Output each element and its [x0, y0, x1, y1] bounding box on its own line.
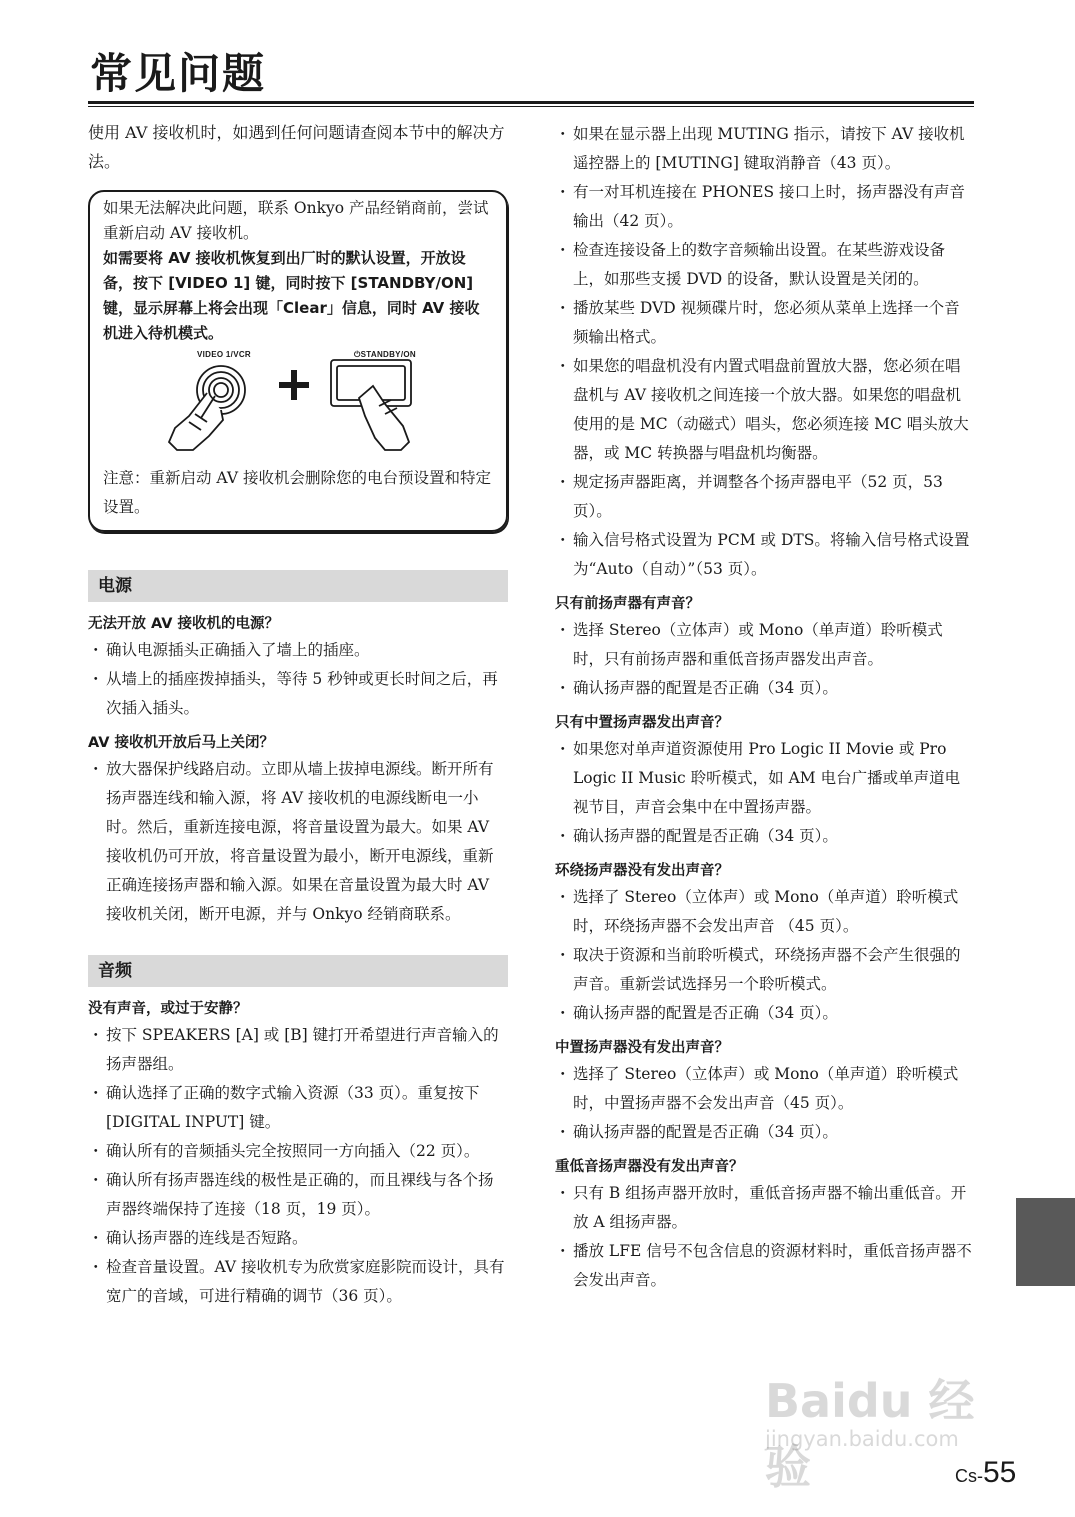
note-reset-instructions: 如需要将 AV 接收机恢复到出厂时的默认设置，开放设备，按下 [VIDEO 1] 键，同时按下 [STANDBY/ON] 键，显示屏幕上将会出现「Clear」信息，同时 AV 接收机进入待机模式。 — [103, 249, 480, 342]
plus-icon — [279, 370, 309, 400]
list-item: ・ 确认所有扬声器连线的极性是正确的，而且裸线与各个扬声器终端保持了连接（18 页，19 页）。 — [88, 1166, 508, 1224]
watermark-url: jingyan.baidu.com — [765, 1427, 959, 1451]
reset-illustration — [103, 346, 494, 464]
list-item: ・ 播放某些 DVD 视频碟片时，您必须从菜单上选择一个音频输出格式。 — [555, 294, 973, 352]
list-item: ・ 规定扬声器距离，并调整各个扬声器电平（52 页，53 页）。 — [555, 468, 973, 526]
left-column — [88, 118, 508, 1311]
standby-button-label: ⏻STANDBY/ON — [354, 350, 416, 359]
chapter-tab — [1016, 1198, 1075, 1286]
question-power-on: 无法开放 AV 接收机的电源？ — [88, 616, 280, 632]
question-front-only: 只有前扬声器有声音？ — [555, 596, 700, 612]
list-item: ・ 只有 B 组扬声器开放时，重低音扬声器不输出重低音。开放 A 组扬声器。 — [555, 1179, 973, 1237]
list-item: ・ 取决于资源和当前聆听模式，环绕扬声器不会产生很强的声音。重新尝试选择另一个聆听模式。 — [555, 941, 973, 999]
section-header-power: 电源 — [88, 570, 508, 602]
question-power-off: AV 接收机开放后马上关闭？ — [88, 735, 275, 751]
list-item: ・ 确认扬声器的配置是否正确（34 页）。 — [555, 1118, 973, 1147]
page-prefix: Cs- — [955, 1466, 983, 1486]
page-number-value: 55 — [983, 1456, 1017, 1489]
standby-label-text: STANDBY/ON — [360, 350, 416, 359]
list-item: ・ 选择了 Stereo（立体声）或 Mono（单声道）聆听模式时，环绕扬声器不会发出声音 （45 页）。 — [555, 883, 973, 941]
standby-button-press-icon — [331, 360, 411, 450]
list-item: ・ 选择 Stereo（立体声）或 Mono（单声道）聆听模式时，只有前扬声器和重低音扬声器发出声音。 — [555, 616, 973, 674]
reset-note-box — [88, 190, 508, 532]
list-item: ・ 播放 LFE 信号不包含信息的资源材料时，重低音扬声器不会发出声音。 — [555, 1237, 973, 1295]
video-button-label: VIDEO 1/VCR — [197, 350, 251, 359]
question-center: 中置扬声器没有发出声音？ — [555, 1040, 729, 1056]
note-warning: 注意：重新启动 AV 接收机会删除您的电台预设置和特定设置。 — [103, 469, 491, 516]
list-item: ・ 确认扬声器的配置是否正确（34 页）。 — [555, 822, 973, 851]
list-item: ・ 确认选择了正确的数字式输入资源（33 页）。重复按下 [DIGITAL INPUT] 键。 — [88, 1079, 508, 1137]
list-item: ・ 放大器保护线路启动。立即从墙上拔掉电源线。断开所有扬声器连线和输入源，将 AV 接收机的电源线断电一小时。然后，重新连接电源，将音量设置为最大。如果 AV 接收机仍可开放，将音量设置为最小，断开电源线，重新正确连接扬声器和输入源。如果在音量设置为最大时 AV 接收机关闭，断开电源，并与 Onkyo 经销商联系。 — [88, 755, 508, 929]
list-item: ・ 确认扬声器的配置是否正确（34 页）。 — [555, 999, 973, 1028]
right-column — [555, 120, 973, 1295]
list-item: ・ 确认电源插头正确插入了墙上的插座。 — [88, 636, 508, 665]
page-title: 常见问题 — [90, 49, 267, 98]
list-item: ・ 检查音量设置。AV 接收机专为欣赏家庭影院而设计，具有宽广的音域，可进行精确的调节（36 页）。 — [88, 1253, 508, 1311]
list-item: ・ 输入信号格式设置为 PCM 或 DTS。将输入信号格式设置为“Auto（自动）”（53 页）。 — [555, 526, 973, 584]
section-header-audio: 音频 — [88, 955, 508, 987]
intro-text: 使用 AV 接收机时，如遇到任何问题请查阅本节中的解决方法。 — [88, 123, 505, 171]
reset-buttons-drawing — [103, 346, 503, 464]
video-button-press-icon — [169, 366, 245, 450]
note-restart-text: 如果无法解决此问题，联系 Onkyo 产品经销商前，尝试重新启动 AV 接收机。 — [103, 199, 489, 242]
question-subwoofer: 重低音扬声器没有发出声音？ — [555, 1159, 744, 1175]
page-number — [955, 1456, 1016, 1490]
list-item: ・ 从墙上的插座拨掉插头，等待 5 秒钟或更长时间之后，再次插入插头。 — [88, 665, 508, 723]
list-item: ・ 选择了 Stereo（立体声）或 Mono（单声道）聆听模式时，中置扬声器不会发出声音（45 页）。 — [555, 1060, 973, 1118]
list-item: ・ 有一对耳机连接在 PHONES 接口上时，扬声器没有声音输出（42 页）。 — [555, 178, 973, 236]
list-item: ・ 确认所有的音频插头完全按照同一方向插入（22 页）。 — [88, 1137, 508, 1166]
watermark-logo: Baidu 经验 — [765, 1374, 975, 1494]
question-no-sound: 没有声音，或过于安静？ — [88, 1001, 248, 1017]
list-item: ・ 确认扬声器的配置是否正确（34 页）。 — [555, 674, 973, 703]
list-item: ・ 如果您的唱盘机没有内置式唱盘前置放大器，您必须在唱盘机与 AV 接收机之间连接一个放大器。如果您的唱盘机使用的是 MC（动磁式）唱头，您必须连接 MC 唱头放大器，或 MC 转换器与唱盘机均衡器。 — [555, 352, 973, 468]
title-rule-thin — [88, 106, 974, 107]
list-item: ・ 按下 SPEAKERS [A] 或 [B] 键打开希望进行声音输入的扬声器组。 — [88, 1021, 508, 1079]
list-item: ・ 如果您对单声道资源使用 Pro Logic II Movie 或 Pro Logic II Music 聆听模式，如 AM 电台广播或单声道电视节目，声音会集中在中置扬声器。 — [555, 735, 973, 822]
list-item: ・ 确认扬声器的连线是否短路。 — [88, 1224, 508, 1253]
list-item: ・ 如果在显示器上出现 MUTING 指示，请按下 AV 接收机遥控器上的 [MUTING] 键取消静音（43 页）。 — [555, 120, 973, 178]
title-rule — [88, 101, 974, 104]
question-surround: 环绕扬声器没有发出声音？ — [555, 863, 729, 879]
question-center-only: 只有中置扬声器发出声音？ — [555, 715, 729, 731]
list-item: ・ 检查连接设备上的数字音频输出设置。在某些游戏设备上，如那些支援 DVD 的设备，默认设置是关闭的。 — [555, 236, 973, 294]
